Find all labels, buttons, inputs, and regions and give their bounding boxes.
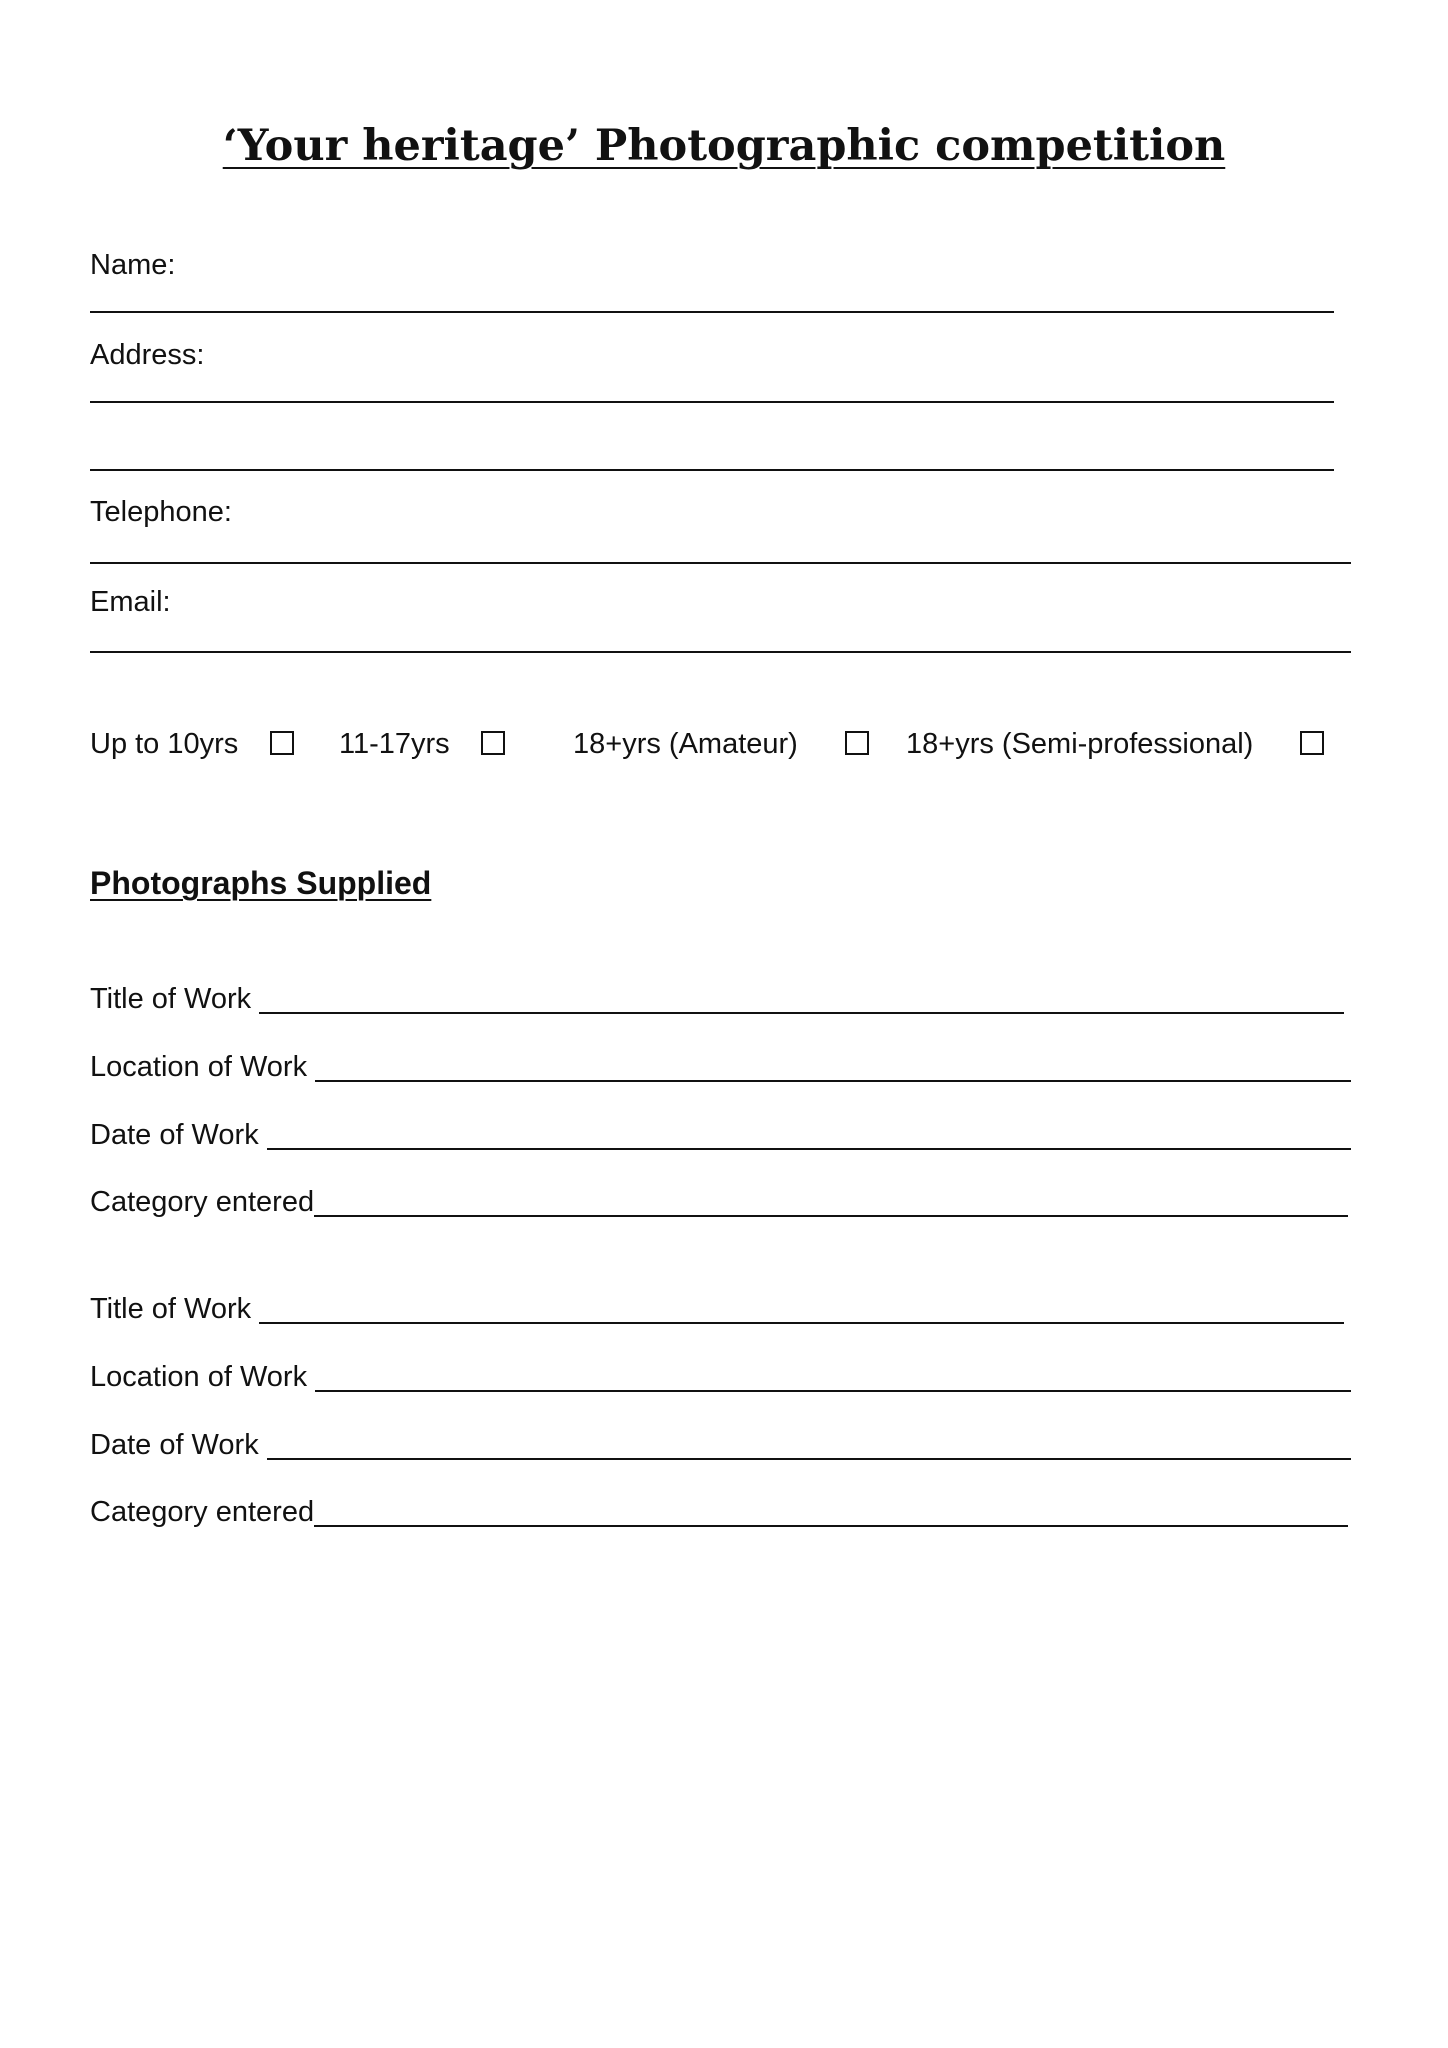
entry-1-category-field[interactable] [314,1215,1348,1217]
page-title [0,118,1448,174]
entry-1-title-row [90,978,1344,1016]
entry-2-date-field[interactable] [267,1458,1351,1460]
age-option-label: 18+yrs (Amateur) [573,728,798,760]
address-label: Address: [90,339,205,371]
name-field-line[interactable] [90,311,1334,313]
entry-1-date-field[interactable] [267,1148,1351,1150]
address-field-line-1[interactable] [90,401,1334,403]
name-label: Name: [90,249,176,281]
entry-1-date-row [90,1114,1351,1152]
age-category-row [0,725,1448,765]
page-title-text: ‘Your heritage’ Photographic competition [222,121,1226,171]
entry-2-location-field[interactable] [315,1390,1351,1392]
title-of-work-label: Title of Work [90,983,252,1015]
age-11-17-checkbox[interactable] [481,731,505,755]
age-option-label: Up to 10yrs [90,728,239,760]
telephone-label: Telephone: [90,496,232,528]
email-field-line[interactable] [90,651,1351,653]
title-of-work-label: Title of Work [90,1293,252,1325]
entry-1-title-field[interactable] [259,1012,1344,1014]
entry-2-category-row [90,1491,1348,1529]
entry-1-location-row [90,1046,1351,1084]
category-entered-label: Category entered [90,1186,315,1218]
photographs-supplied-heading: Photographs Supplied [90,865,432,901]
age-18-amateur-checkbox[interactable] [845,731,869,755]
address-field-line-2[interactable] [90,469,1334,471]
entry-2-title-row [90,1288,1344,1326]
age-option-label: 18+yrs (Semi-professional) [906,728,1254,760]
entry-1-location-field[interactable] [315,1080,1351,1082]
date-of-work-label: Date of Work [90,1119,259,1151]
entry-1-category-row [90,1181,1348,1219]
entry-2-location-row [90,1356,1351,1394]
location-of-work-label: Location of Work [90,1361,308,1393]
telephone-field-line[interactable] [90,562,1351,564]
category-entered-label: Category entered [90,1496,315,1528]
location-of-work-label: Location of Work [90,1051,308,1083]
entry-2-title-field[interactable] [259,1322,1344,1324]
email-label: Email: [90,586,171,618]
age-up-to-10-checkbox[interactable] [270,731,294,755]
entry-2-date-row [90,1424,1351,1462]
date-of-work-label: Date of Work [90,1429,259,1461]
age-option-label: 11-17yrs [339,728,450,760]
age-18-semi-professional-checkbox[interactable] [1300,731,1324,755]
entry-2-category-field[interactable] [314,1525,1348,1527]
